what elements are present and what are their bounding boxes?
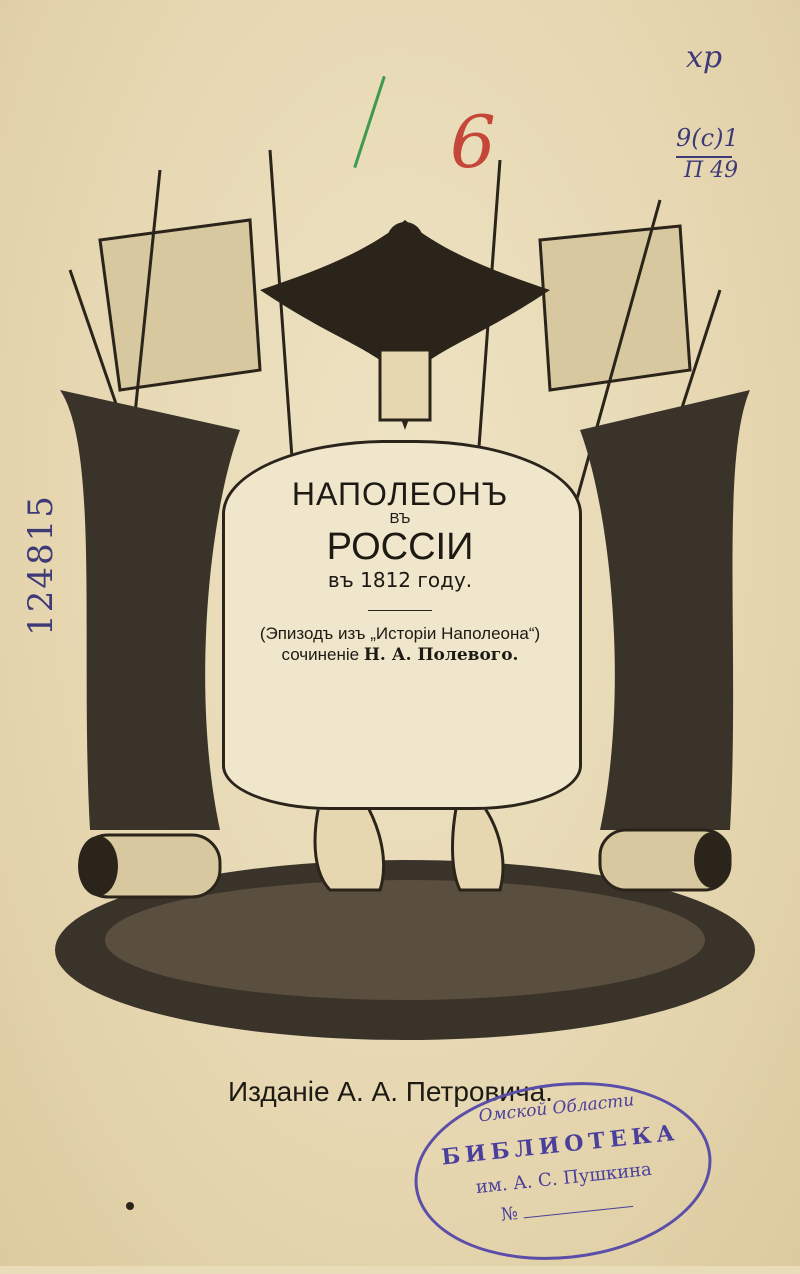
stamp-number-label: № bbox=[499, 1203, 519, 1226]
author-name: Н. А. Полевого. bbox=[363, 645, 519, 665]
stamp-arc-text: Омской Области bbox=[477, 1090, 636, 1127]
stamp-library: БИБЛИОТЕКА bbox=[440, 1119, 681, 1171]
publisher-line: Изданіе А. А. Петровича. bbox=[228, 1076, 553, 1107]
stamp-number-blank bbox=[524, 1206, 634, 1218]
book-title: НАПОЛЕОНЪ bbox=[291, 476, 509, 512]
red-pencil-mark: 6 bbox=[450, 100, 496, 184]
handwritten-shelfmark: 9(с)1 bbox=[676, 124, 739, 152]
subtitle-prefix: сочиненіе bbox=[281, 645, 360, 664]
double-headed-eagle-icon bbox=[260, 220, 550, 430]
title-preposition: ВЪ bbox=[389, 510, 411, 527]
handwritten-note-top: хр bbox=[686, 40, 723, 75]
stamp-named-after: им. А. С. Пушкина bbox=[474, 1158, 653, 1199]
title-place: РОССІИ bbox=[326, 526, 474, 568]
title-year: въ 1812 году. bbox=[327, 568, 473, 592]
title-rule bbox=[368, 610, 432, 611]
cannon-icon bbox=[78, 835, 220, 897]
cannon-icon-right bbox=[600, 830, 730, 890]
handwritten-shelfmark-number: П 49 bbox=[684, 158, 739, 183]
subtitle-episode: (Эпизодъ изъ „Исторіи Наполеона“) bbox=[259, 624, 541, 643]
ink-dot bbox=[126, 1202, 134, 1210]
inventory-number: 124815 bbox=[20, 494, 61, 636]
subtitle-authorship bbox=[0, 645, 800, 665]
